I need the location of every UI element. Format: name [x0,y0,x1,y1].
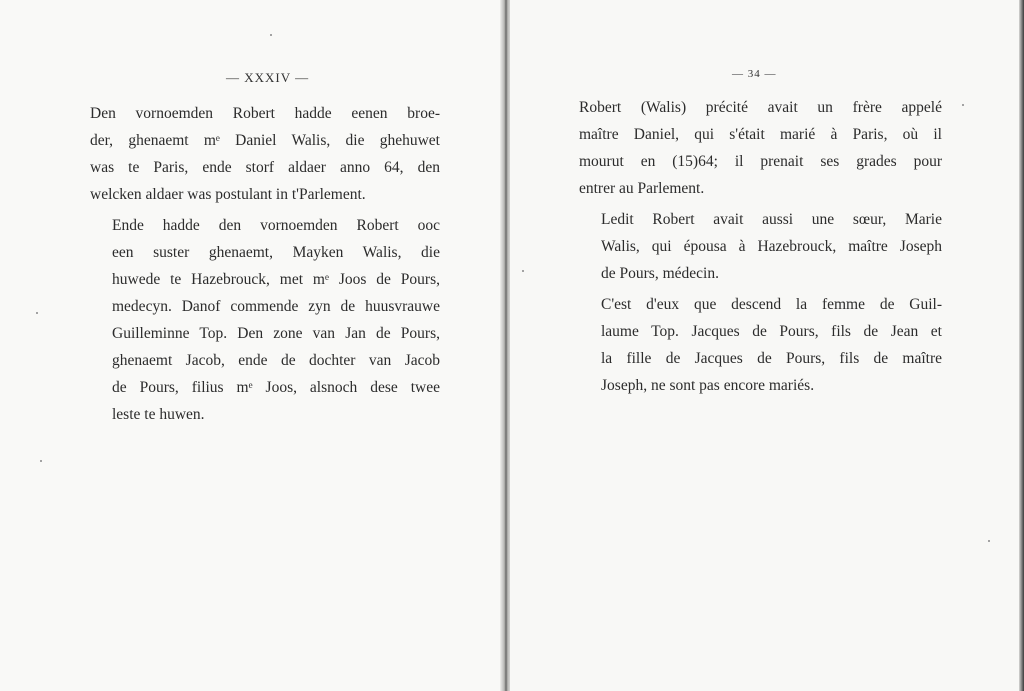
text-line: Den vornoemden Robert hadde eenen broe- [90,105,440,122]
paper-speck [962,104,964,106]
left-page [0,0,504,691]
text-line: Joseph, ne sont pas encore mariés. [601,377,815,394]
paper-speck [36,312,38,314]
text-line: leste te huwen. [112,406,205,423]
text-line: C'est d'eux que descend la femme de Guil- [601,296,942,313]
left-page-number: — XXXIV — [226,70,310,85]
text-line: huwede te Hazebrouck, met mᵉ Joos de Pours, [112,271,440,288]
text-line: was te Paris, ende storf aldaer anno 64, den [90,159,440,176]
left-paragraph-2 [90,212,440,428]
text-line: Ledit Robert avait aussi une sœur, Marie [601,211,942,228]
text-line: de Pours, médecin. [601,265,719,282]
left-page-text [90,100,440,428]
text-line: mourut en (15)64; il prenait ses grades pour [579,153,942,170]
text-line: der, ghenaemt mᵉ Daniel Walis, die ghehuwet [90,132,440,149]
text-line: la fille de Jacques de Pours, fils de maître [601,350,942,367]
text-line: medecyn. Danof commende zyn de huusvrauwe [112,298,440,315]
text-line: welcken aldaer was postulant in t'Parlement. [90,186,366,203]
text-line: Ende hadde den vornoemden Robert ooc [112,217,440,234]
text-line: de Pours, filius mᵉ Joos, alsnoch dese twee [112,379,440,396]
text-line: maître Daniel, qui s'était marié à Paris, où il [579,126,942,143]
left-paragraph-1 [90,100,440,208]
paper-speck [522,270,524,272]
text-line: Guilleminne Top. Den zone van Jan de Pours, [112,325,440,342]
text-line: Walis, qui épousa à Hazebrouck, maître Joseph [601,238,942,255]
text-line: entrer au Parlement. [579,180,705,197]
right-page-text [579,94,942,399]
text-line: ghenaemt Jacob, ende de dochter van Jacob [112,352,440,369]
paper-speck [270,34,272,36]
text-line: laume Top. Jacques de Pours, fils de Jean et [601,323,942,340]
right-paragraph-3 [579,291,942,399]
right-paragraph-2 [579,206,942,287]
page-edge [1019,0,1024,691]
right-page [510,0,1024,691]
paper-speck [40,460,42,462]
text-line: een suster ghenaemt, Mayken Walis, die [112,244,440,261]
right-page-number: — 34 — [732,68,777,80]
text-line: Robert (Walis) précité avait un frère appelé [579,99,942,116]
right-paragraph-1 [579,94,942,202]
paper-speck [988,540,990,542]
